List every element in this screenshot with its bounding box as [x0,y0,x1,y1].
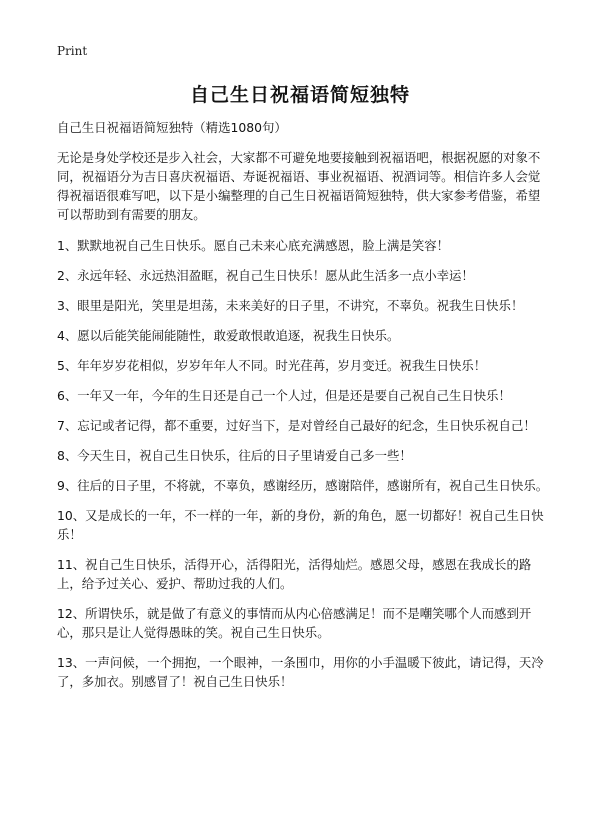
list-item: 7、忘记或者记得，都不重要，过好当下，是对曾经自己最好的纪念，生日快乐祝自己！ [57,418,536,433]
list-item: 3、眼里是阳光，笑里是坦荡，未来美好的日子里，不讲究，不辜负。祝我生日快乐！ [57,298,524,313]
document-body [57,118,551,702]
intro-paragraph: 无论是身处学校还是步入社会，大家都不可避免地要接触到祝福语吧，根据祝愿的对象不同，祝福语分为吉日喜庆祝福语、寿诞祝福语、事业祝福语、祝酒词等。相信许多人会觉得祝福语很难写吧，以下是小编整理的自己生日祝福语简短独特，供大家参考借鉴，希望可以帮助到有需要的朋友。 [57,150,541,222]
list-item: 10、又是成长的一年，不一样的一年，新的身份，新的角色，愿一切都好！祝自己生日快乐！ [57,508,544,542]
list-item: 12、所谓快乐，就是做了有意义的事情而从内心倍感满足！而不是嘲笑哪个人而感到开心，那只是让人觉得愚昧的笑。祝自己生日快乐。 [57,606,532,640]
list-item: 1、默默地祝自己生日快乐。愿自己未来心底充满感恩，脸上满是笑容！ [57,238,449,253]
list-item: 2、永远年轻、永远热泪盈眶，祝自己生日快乐！愿从此生活多一点小幸运！ [57,268,474,283]
document-subtitle: 自己生日祝福语简短独特（精选1080句） [57,120,287,135]
list-item: 8、今天生日，祝自己生日快乐，往后的日子里请爱自己多一些！ [57,448,412,463]
print-link[interactable]: Print [57,44,88,58]
list-item: 9、往后的日子里，不将就，不辜负，感谢经历，感谢陪伴，感谢所有，祝自己生日快乐。 [57,478,549,493]
list-item: 13、一声问候，一个拥抱，一个眼神，一条围巾，用你的小手温暖下彼此，请记得，天冷了，多加衣。别感冒了！祝自己生日快乐！ [57,655,544,689]
wish-list [57,236,551,691]
list-item: 6、一年又一年，今年的生日还是自己一个人过，但是还是要自己祝自己生日快乐！ [57,388,511,403]
list-item: 11、祝自己生日快乐，活得开心，活得阳光，活得灿烂。感恩父母，感恩在我成长的路上，给予过关心、爱护、帮助过我的人们。 [57,557,532,591]
page-title: 自己生日祝福语简短独特 [189,84,410,106]
list-item: 5、年年岁岁花相似，岁岁年年人不同。时光荏苒，岁月变迁。祝我生日快乐！ [57,358,487,373]
list-item: 4、愿以后能笑能闹能随性，敢爱敢恨敢追逐，祝我生日快乐。 [57,328,400,343]
